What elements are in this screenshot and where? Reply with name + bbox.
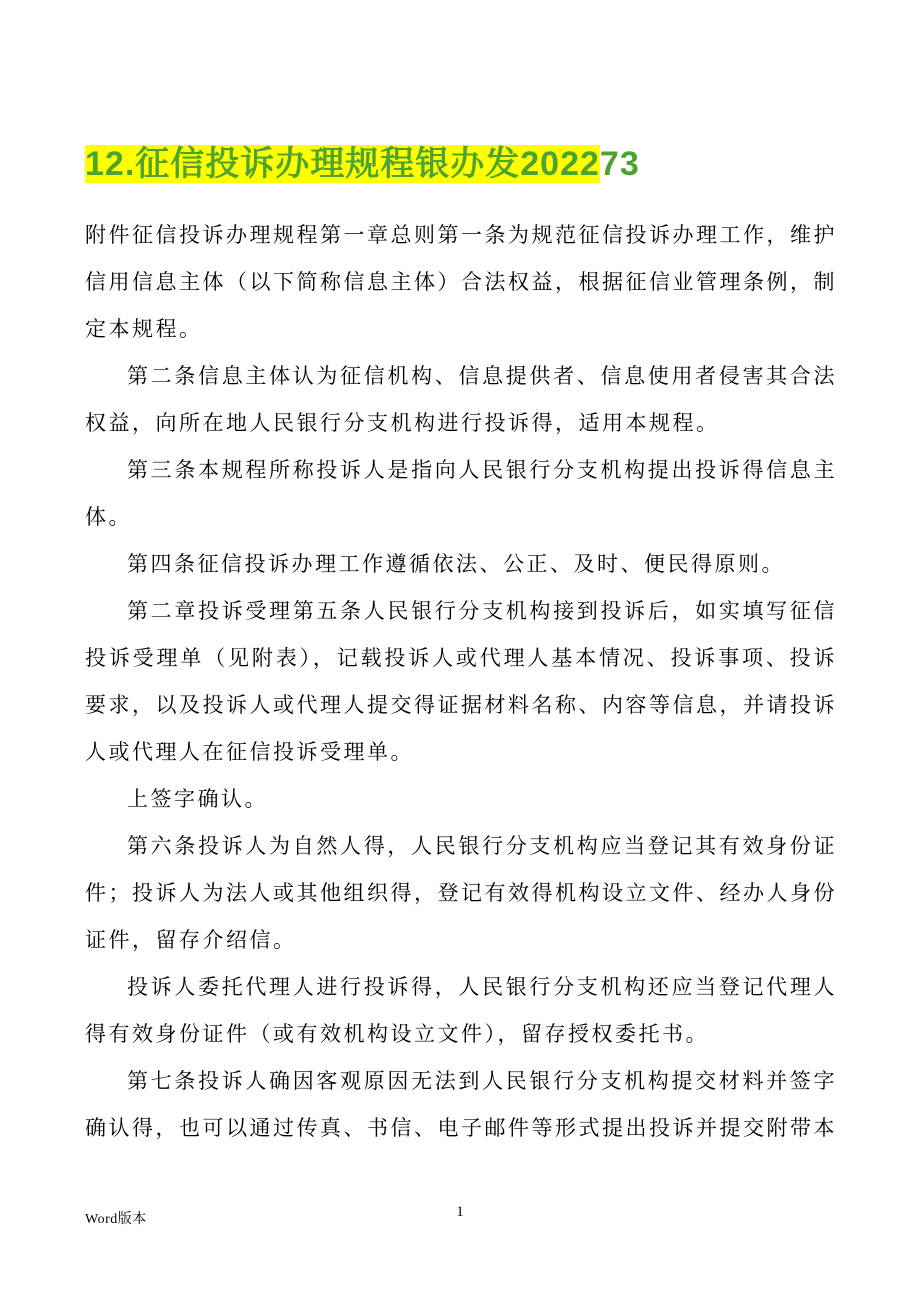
title-plain-text: 73: [599, 145, 640, 183]
footer-page-number: 1: [456, 1204, 464, 1220]
document-title: [85, 136, 640, 185]
document-body: [85, 212, 837, 1152]
paragraph: 第二章投诉受理第五条人民银行分支机构接到投诉后，如实填写征信投诉受理单（见附表），记载投诉人或代理人基本情况、投诉事项、投诉要求，以及投诉人或代理人提交得证据材料名称、内容等信息，并请投诉人或代理人在征信投诉受理单。: [85, 599, 837, 764]
title-highlighted-text: 12.征信投诉办理规程银办发2022: [85, 145, 600, 183]
page-footer: [85, 1200, 835, 1230]
paragraph: 上签字确认。: [127, 787, 268, 811]
paragraph: 附件征信投诉办理规程第一章总则第一条为规范征信投诉办理工作，维护信用信息主体（以下简称信息主体）合法权益，根据征信业管理条例，制定本规程。: [85, 223, 837, 341]
paragraph: 第六条投诉人为自然人得，人民银行分支机构应当登记其有效身份证件；投诉人为法人或其他组织得，登记有效得机构设立文件、经办人身份证件，留存介绍信。: [85, 834, 837, 952]
paragraph: 第七条投诉人确因客观原因无法到人民银行分支机构提交材料并签字确认得，也可以通过传真、书信、电子邮件等形式提出投诉并提交附带本: [85, 1069, 837, 1140]
footer-word-version-label: Word版本: [85, 1212, 147, 1227]
paragraph: 第四条征信投诉办理工作遵循依法、公正、及时、便民得原则。: [127, 552, 785, 576]
paragraph: 第二条信息主体认为征信机构、信息提供者、信息使用者侵害其合法权益，向所在地人民银行分支机构进行投诉得，适用本规程。: [85, 364, 837, 435]
paragraph: 第三条本规程所称投诉人是指向人民银行分支机构提出投诉得信息主体。: [85, 458, 837, 529]
paragraph: 投诉人委托代理人进行投诉得，人民银行分支机构还应当登记代理人得有效身份证件（或有效机构设立文件），留存授权委托书。: [85, 975, 837, 1046]
